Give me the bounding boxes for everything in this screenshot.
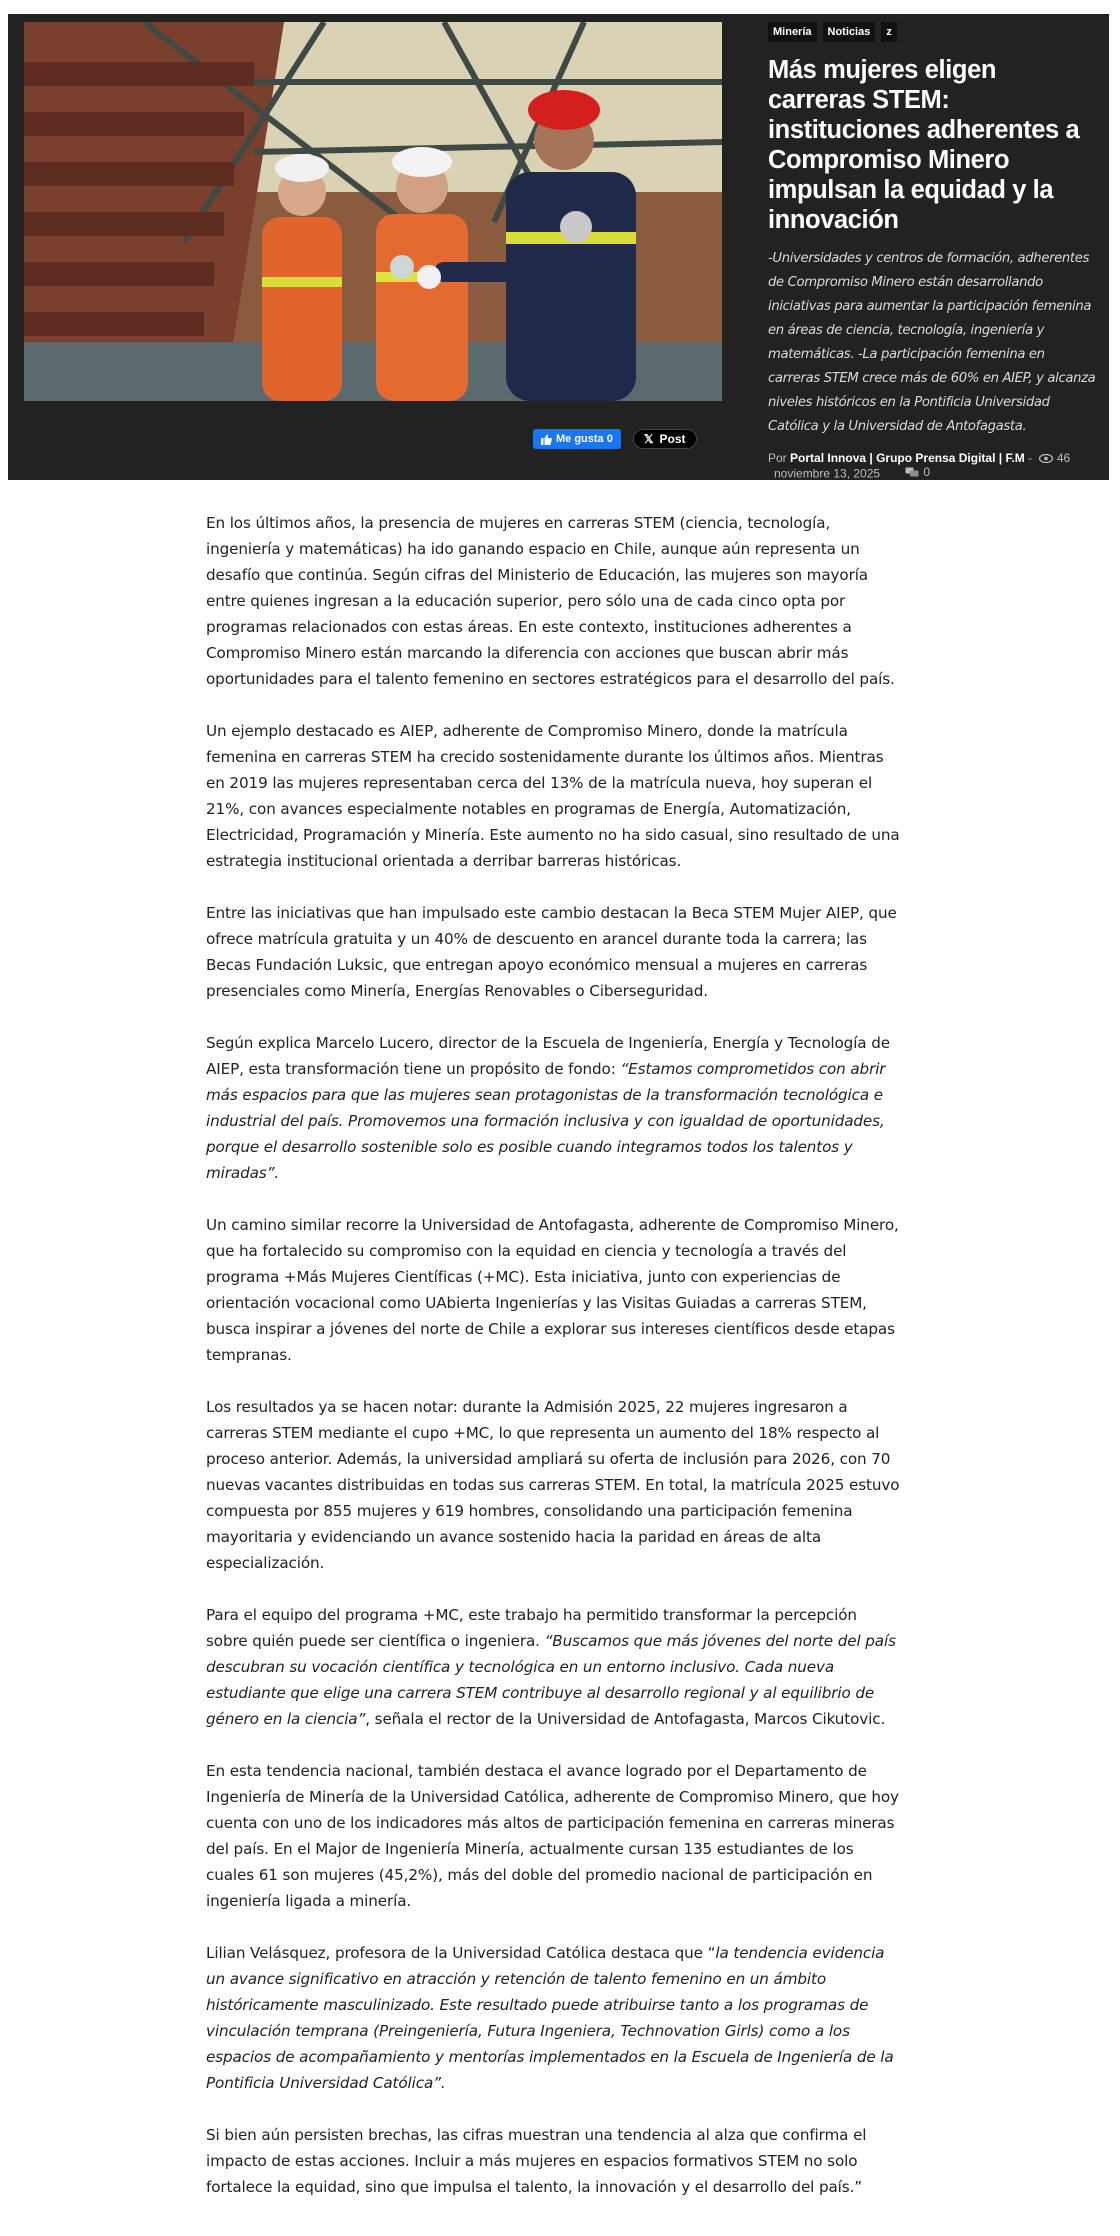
- article-title: Más mujeres eligen carreras STEM: instituciones adherentes a Compromiso Minero impulsan la equidad y la innovación: [768, 56, 1080, 234]
- tag-noticias[interactable]: Noticias: [823, 22, 876, 42]
- paragraph-8: En esta tendencia nacional, también destaca el avance logrado por el Departamento de Ingeniería de Minería de la Universidad Católica, adherente de Compromiso Minero, que hoy cuenta con uno de los indicadores más altos de participación femenina en carreras mineras del país. En el Major de Ingeniería Minería, actualmente cursan 135 estudiantes de los cuales 61 son mujeres (45,2%), más del doble del promedio nacional de participación en ingeniería ligada a minería.: [206, 1762, 899, 1910]
- by-label: Por: [768, 451, 787, 465]
- paragraph-9-quote: la tendencia evidencia un avance significativo en atracción y retención de talento femenino en un ámbito históricamente masculinizado. Este resultado puede atribuirse tanto a los programas de vinculación temprana (Preingeniería, Futura Ingeniera, Technovation Girls) como a los espacios de acompañamiento y mentorías implementados en la Escuela de Ingeniería de la Pontificia Universidad Católica”.: [206, 1944, 894, 2092]
- article-meta-second: [774, 465, 1098, 481]
- paragraph-9-intro: Lilian Velásquez, profesora de la Universidad Católica destaca que “: [206, 1944, 716, 1962]
- comments-count[interactable]: [905, 465, 930, 479]
- paragraph-7-attribution: , señala el rector de la Universidad de Antofagasta, Marcos Cikutovic.: [365, 1710, 886, 1728]
- paragraph-7-intro: Para el equipo del programa +MC, este trabajo ha permitido transformar la percepción sobre quién puede ser científica o ingeniera.: [206, 1606, 857, 1650]
- hero-photo-illustration: [24, 22, 722, 401]
- article-body: [206, 510, 900, 2226]
- hero-photo-women-miners: [24, 22, 722, 401]
- x-post-label: Post: [659, 432, 686, 446]
- paragraph-2: Un ejemplo destacado es AIEP, adherente de Compromiso Minero, donde la matrícula femenina en carreras STEM ha crecido sostenidamente durante los últimos años. Mientras en 2019 las mujeres representaban cerca del 13% de la matrícula nueva, hoy superan el 21%, con avances especialmente notables en programas de Energía, Automatización, Electricidad, Programación y Minería. Este aumento no ha sido casual, sino resultado de una estrategia institucional orientada a derribar barreras históricas.: [206, 722, 900, 870]
- paragraph-9: [206, 1940, 900, 2096]
- paragraph-4-quote: “Estamos comprometidos con abrir más espacios para que las mujeres sean protagonistas de la transformación tecnológica e industrial del país. Promovemos una formación inclusiva y con igualdad de oportunidades, porque el desarrollo sostenible solo es posible cuando integramos todos los talentos y miradas”.: [206, 1060, 886, 1182]
- x-logo-icon: 𝕏: [643, 432, 654, 446]
- paragraph-3: Entre las iniciativas que han impulsado este cambio destacan la Beca STEM Mujer AIEP, que ofrece matrícula gratuita y un 40% de descuento en arancel durante toda la carrera; las Becas Fundación Luksic, que entregan apoyo económico mensual a mujeres en carreras presenciales como Minería, Energías Renovables o Ciberseguridad.: [206, 904, 897, 1000]
- tag-mineria[interactable]: Minería: [768, 22, 817, 42]
- eye-icon: [1039, 454, 1053, 463]
- paragraph-10: Si bien aún persisten brechas, las cifras muestran una tendencia al alza que confirma el impacto de estas acciones. Incluir a más mujeres en espacios formativos STEM no solo fortalece la equidad, sino que impulsa el talento, la innovación y el desarrollo del país.”: [206, 2126, 867, 2196]
- category-tags: [768, 22, 1098, 42]
- paragraph-4: [206, 1030, 900, 1186]
- comments-value: 0: [923, 465, 931, 479]
- article-summary: -Universidades y centros de formación, adherentes de Compromiso Minero están desarrollando iniciativas para aumentar la participación femenina en áreas de ciencia, tecnología, ingeniería y matemáticas. -La participación femenina en carreras STEM crece más de 60% en AIEP, y alcanza niveles históricos en la Pontificia Universidad Católica y la Universidad de Antofagasta.: [768, 251, 1096, 434]
- paragraph-4-intro: Según explica Marcelo Lucero, director de la Escuela de Ingeniería, Energía y Tecnología de AIEP, esta transformación tiene un propósito de fondo:: [206, 1034, 890, 1078]
- views-count: [1039, 451, 1070, 465]
- paragraph-5: Un camino similar recorre la Universidad de Antofagasta, adherente de Compromiso Minero, que ha fortalecido su compromiso con la equidad en ciencia y tecnología a través del programa +Más Mujeres Científicas (+MC). Esta iniciativa, junto con experiencias de orientación vocacional como UAbierta Ingenierías y las Visitas Guiadas a carreras STEM, busca inspirar a jóvenes del norte de Chile a explorar sus intereses científicos desde etapas tempranas.: [206, 1216, 899, 1364]
- facebook-like-button[interactable]: [533, 429, 621, 449]
- paragraph-6: Los resultados ya se hacen notar: durante la Admisión 2025, 22 mujeres ingresaron a carreras STEM mediante el cupo +MC, lo que representa un aumento del 18% respecto al proceso anterior. Además, la universidad ampliará su oferta de inclusión para 2026, con 70 nuevas vacantes distribuidas en todas sus carreras STEM. En total, la matrícula 2025 estuvo compuesta por 855 mujeres y 619 hombres, consolidando una participación femenina mayoritaria y evidenciando un avance sostenido hacia la paridad en áreas de alta especialización.: [206, 1398, 900, 1572]
- tag-z[interactable]: z: [881, 22, 897, 42]
- x-post-button[interactable]: [633, 429, 697, 449]
- hero-text: [768, 22, 1098, 481]
- thumbs-up-icon: [541, 434, 552, 445]
- paragraph-7: [206, 1602, 900, 1732]
- meta-separator: -: [1028, 451, 1033, 465]
- author-link[interactable]: Portal Innova | Grupo Prensa Digital | F.M: [790, 451, 1025, 465]
- share-buttons: [533, 429, 697, 449]
- article-hero: [8, 14, 1109, 480]
- comments-icon: [905, 467, 919, 478]
- article-meta: [768, 451, 1098, 465]
- paragraph-7-quote: “Buscamos que más jóvenes del norte del país descubran su vocación científica y tecnológica en un entorno inclusivo. Cada nueva estudiante que elige una carrera STEM contribuye al desarrollo regional y al equilibrio de género en la ciencia”: [206, 1632, 896, 1728]
- paragraph-1: En los últimos años, la presencia de mujeres en carreras STEM (ciencia, tecnología, ingeniería y matemáticas) ha ido ganando espacio en Chile, aunque aún representa un desafío que continúa. Según cifras del Ministerio de Educación, las mujeres son mayoría entre quienes ingresan a la educación superior, pero sólo una de cada cinco opta por programas relacionados con estas áreas. En este contexto, instituciones adherentes a Compromiso Minero están marcando la diferencia con acciones que buscan abrir más oportunidades para el talento femenino en sectores estratégicos para el desarrollo del país.: [206, 514, 895, 688]
- publish-date: noviembre 13, 2025: [774, 466, 881, 481]
- views-value: 46: [1056, 451, 1071, 465]
- facebook-like-label: Me gusta 0: [556, 433, 613, 445]
